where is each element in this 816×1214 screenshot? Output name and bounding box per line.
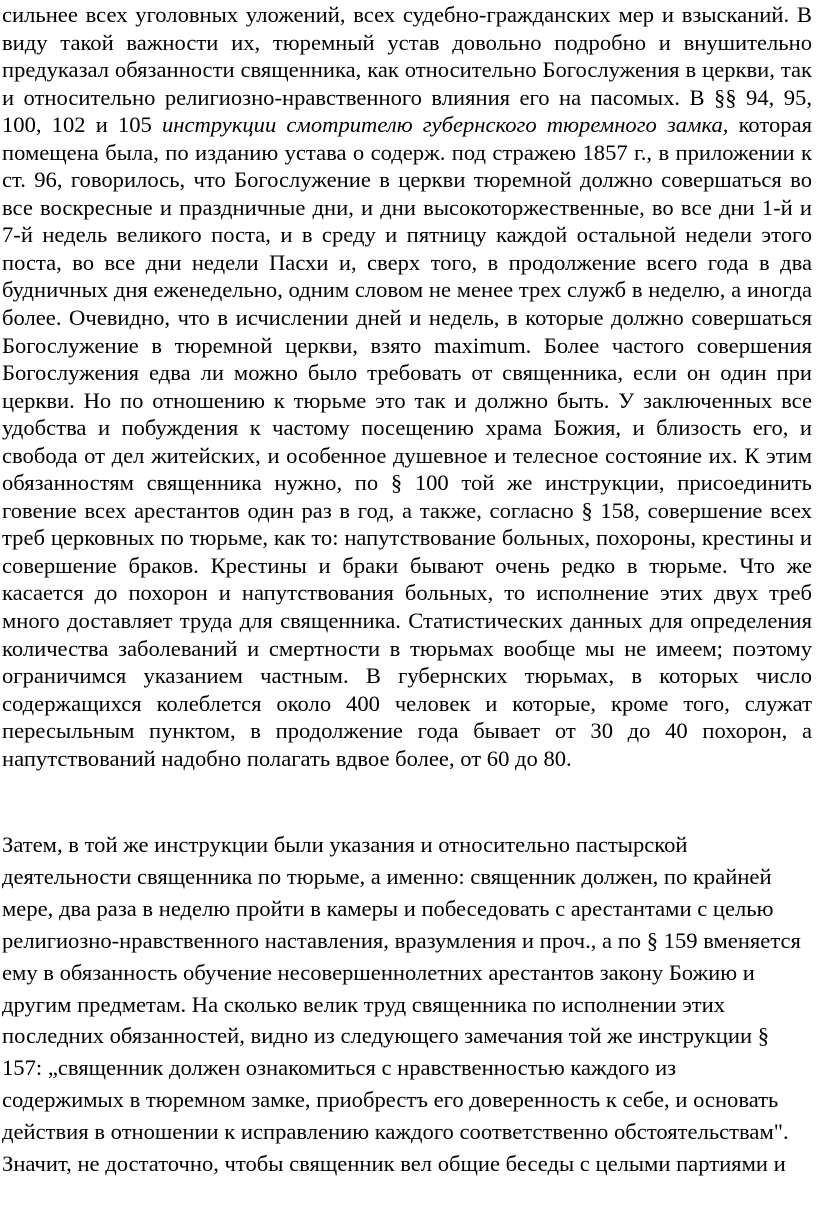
paragraph-2 xyxy=(2,829,802,1180)
paragraph-1-text xyxy=(2,1,812,772)
paragraph-1-text-start: сильнее всех уголовных уложений, всех судебно-гражданских мер и взысканий. В виду такой важности их, тюремный устав довольно подробно и внушительно предуказал обязанности священника, как относительно Богослужения в церкви, так и относительно религиозно-нравственного влияния его на пасомых. В §§ 94, 95, 100, 102 и 105 xyxy=(2,2,812,138)
paragraph-2-text: Затем, в той же инструкции были указания и относительно пастырской деятельности священника по тюрьме, а именно: священник должен, по крайней мере, два раза в неделю пройти в камеры и побеседовать с арестантами с целью религиозно-нравственного наставления, вразумления и проч., а по § 159 вменяется ему в обязанность обучение несовершеннолетних арестантов закону Божию и другим предметам. На сколько велик труд священника по исполнении этих последних обязанностей, видно из следующего замечания той же инструкции § 157: „священник должен ознакомиться с нравственностью каждого из содержимых в тюремном замке, приобрестъ его доверенность к себе, и основать действия в отношении к исправлению каждого соответственно обстоятельствам". Значит, не достаточно, чтобы священник вел общие беседы с целыми партиями и xyxy=(2,832,801,1177)
paragraph-1-italic-title: инструкции смотрителю губернского тюремного замка, xyxy=(161,112,729,138)
paragraph-1 xyxy=(2,1,812,772)
paragraph-1-text-end: которая помещена была, по изданию устава о содерж. под стражею 1857 г., в приложении к ст. 96, говорилось, что Богослужение в церкви тюремной должно совершаться во все воскресные и праздничные дни, и дни высокоторжественные, во все дни 1-й и 7-й недель великого поста, и в среду и пятницу каждой остальной недели этого поста, во все дни недели Пасхи и, сверх того, в продолжение всего года в два будничных дня еженедельно, одним словом не менее трех служб в неделю, а иногда более. Очевидно, что в исчислении дней и недель, в которые должно совершаться Богослужение в тюремной церкви, взято maximum. Более частого совершения Богослужения едва ли можно было требовать от священника, если он один при церкви. Но по отношению к тюрьме это так и должно быть. У заключенных все удобства и побуждения к частому посещению храма Божия, и близость его, и свобода от дел житейских, и особенное душевное и телесное состояние их. К этим обязанностям священника нужно, по § 100 той же инструкции, присоединить говение всех арестантов один раз в год, а также, согласно § 158, совершение всех треб церковных по тюрьме, как то: напутствование больных, похороны, крестины и совершение браков. Крестины и браки бывают очень редко в тюрьме. Что же касается до похорон и напутствования больных, то исполнение этих двух треб много доставляет труда для священника. Статистических данных для определения количества заболеваний и смертности в тюрьмах вообще мы не имеем; поэтому ограничимся указанием частным. В губернских тюрьмах, в которых число содержащихся колеблется около 400 человек и которые, кроме того, служат пересыльным пунктом, в продолжение года бывает от 30 до 40 похорон, а напутствований надобно полагать вдвое более, от 60 до 80. xyxy=(2,112,812,771)
